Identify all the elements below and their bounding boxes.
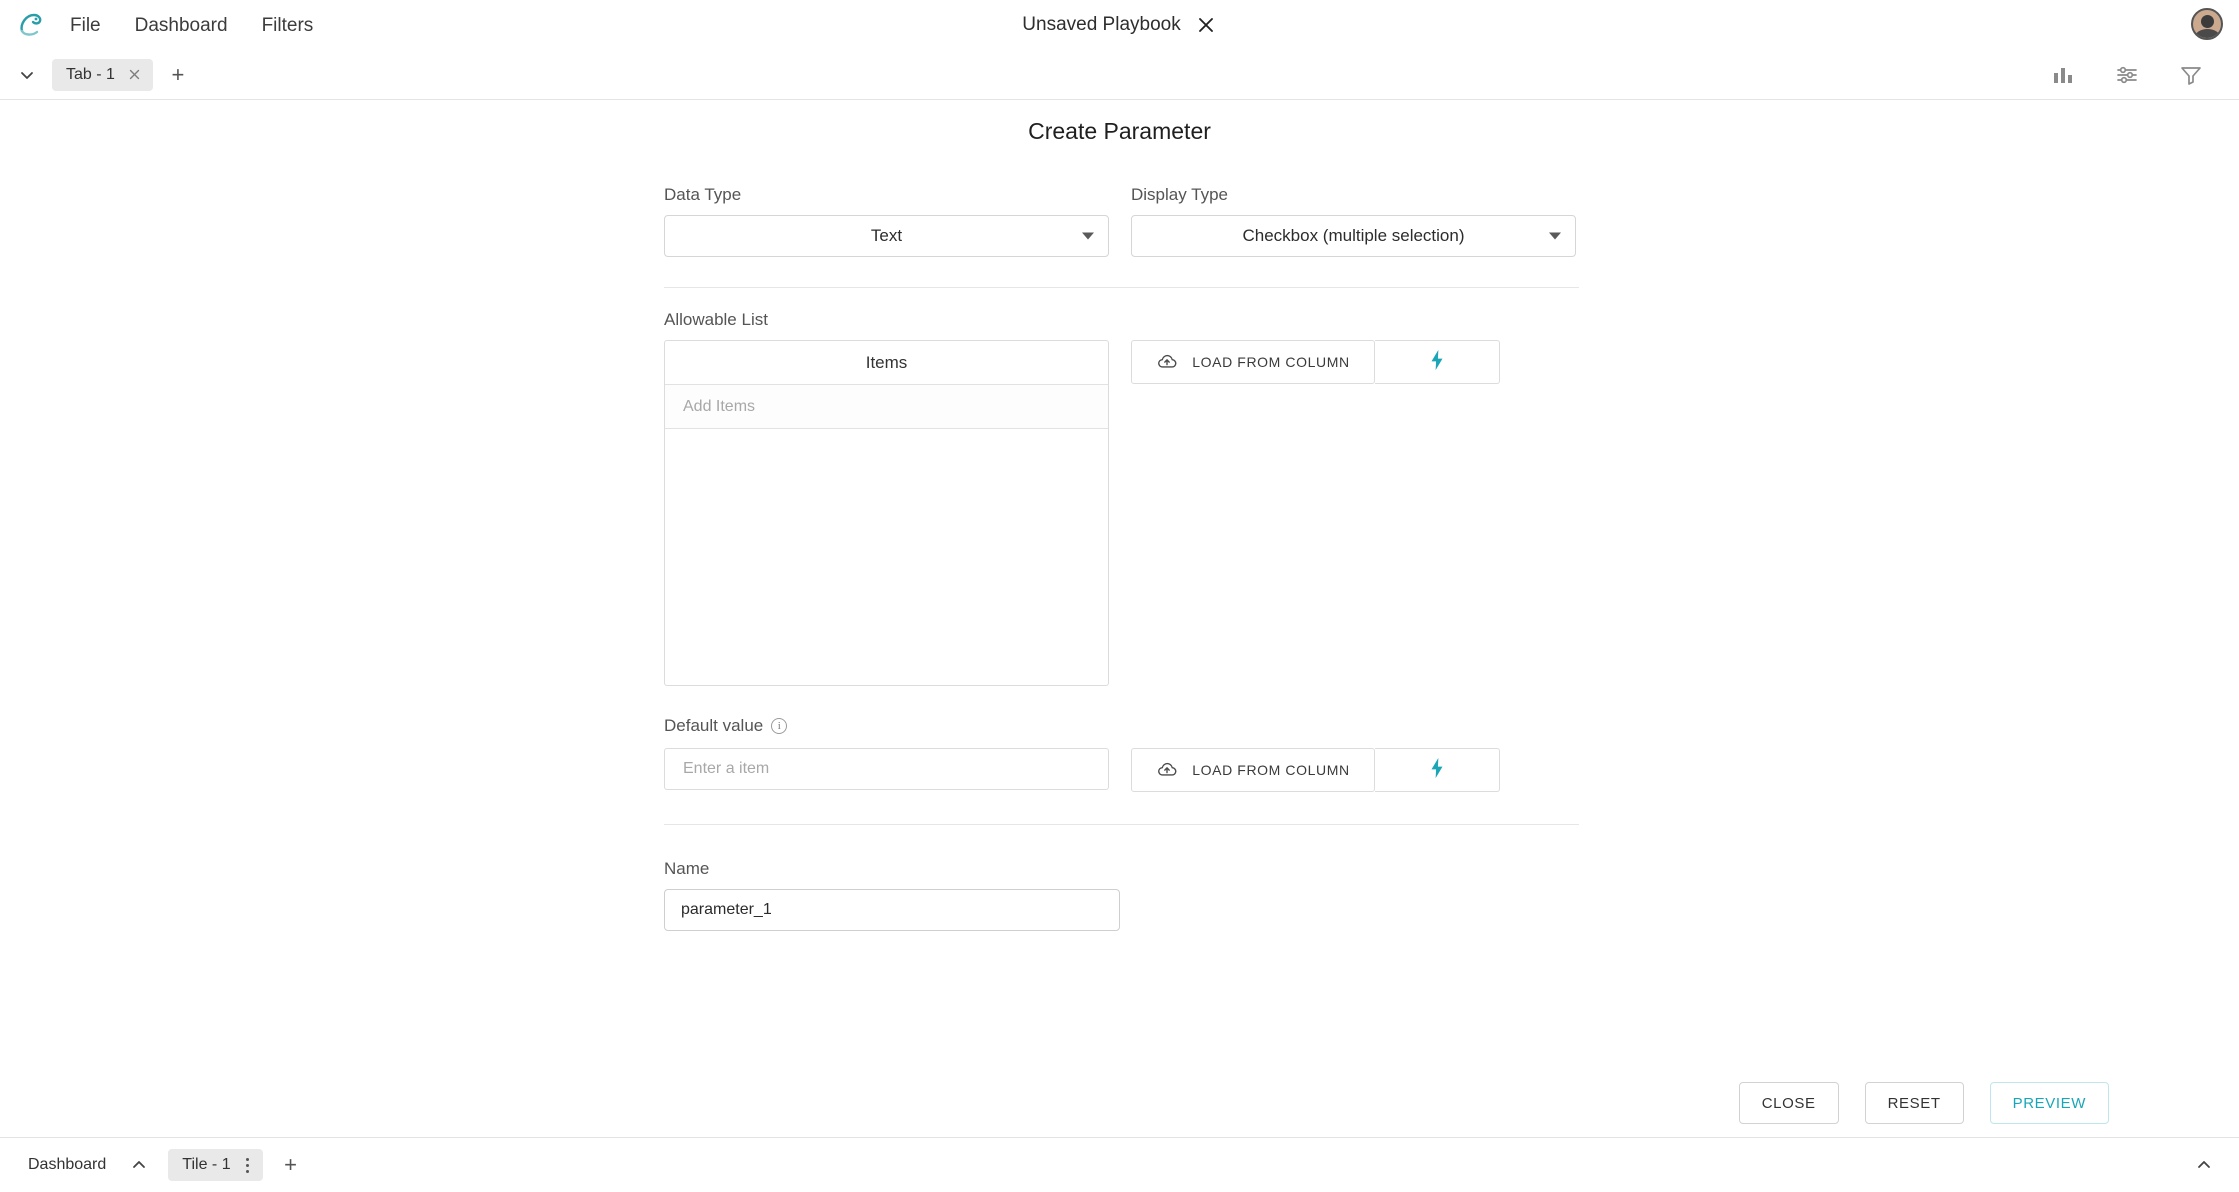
page-title: Create Parameter (1028, 118, 1211, 144)
data-type-group (664, 185, 1109, 257)
default-value-label-row (664, 716, 1579, 736)
menu-item-dashboard[interactable]: Dashboard (134, 14, 228, 36)
chevron-up-icon[interactable] (124, 1150, 154, 1180)
divider (664, 287, 1579, 288)
top-menu-bar (0, 0, 2239, 50)
allowable-list-group (664, 310, 1579, 686)
name-group (664, 859, 1579, 931)
allowable-list-label: Allowable List (664, 310, 768, 329)
avatar[interactable] (2191, 8, 2223, 40)
create-parameter-form (664, 185, 1579, 931)
close-icon[interactable] (1195, 14, 1217, 36)
allowable-list-actions (1131, 340, 1500, 686)
add-tile-button[interactable]: + (284, 1152, 298, 1177)
add-items-input[interactable] (665, 385, 1108, 429)
avatar-head (2201, 15, 2214, 28)
settings-sliders-icon[interactable] (2113, 61, 2141, 89)
avatar-body (2195, 29, 2220, 40)
add-tab-button[interactable]: + (171, 61, 185, 87)
footer-buttons (1739, 1082, 2109, 1124)
chart-icon[interactable] (2049, 61, 2077, 89)
playbook-title-group (0, 0, 2239, 50)
close-icon[interactable] (127, 67, 143, 83)
bottom-dashboard-tab[interactable]: Dashboard (28, 1156, 107, 1173)
data-type-select[interactable] (664, 215, 1109, 257)
tab-bar (0, 50, 2239, 100)
load-from-column-button-allowable[interactable] (1131, 340, 1375, 384)
preview-button[interactable]: PREVIEW (1990, 1082, 2109, 1124)
chevron-down-icon (1549, 233, 1561, 240)
default-value-label: Default value (664, 716, 764, 735)
tile-tab-1[interactable] (168, 1149, 262, 1181)
info-icon[interactable]: i (771, 718, 787, 734)
tab-bar-tools (2049, 61, 2205, 89)
display-type-select[interactable] (1131, 215, 1576, 257)
cloud-upload-icon (1156, 350, 1178, 375)
menu-item-filters[interactable]: Filters (261, 14, 314, 36)
items-list[interactable] (665, 429, 1108, 685)
seal-logo-icon[interactable] (14, 8, 48, 42)
display-type-group (1131, 185, 1576, 257)
tab-item-1[interactable] (52, 59, 153, 91)
data-type-label: Data Type (664, 185, 742, 204)
tab-bar-left (12, 59, 193, 91)
type-row (664, 185, 1579, 257)
bottom-bar (0, 1137, 2239, 1192)
load-from-column-button-default[interactable] (1131, 748, 1375, 792)
expand-panel-chevron-up-icon[interactable] (2189, 1150, 2219, 1180)
chevron-down-icon (1082, 233, 1094, 240)
reset-button[interactable]: RESET (1865, 1082, 1964, 1124)
default-value-group (664, 716, 1579, 792)
load-from-column-label: LOAD FROM COLUMN (1192, 762, 1350, 778)
allowable-list-row (664, 340, 1579, 686)
playbook-title: Unsaved Playbook (1022, 14, 1181, 35)
display-type-value: Checkbox (multiple selection) (1242, 226, 1465, 245)
cloud-upload-icon (1156, 758, 1178, 783)
display-type-label: Display Type (1131, 185, 1229, 204)
lightning-bolt-button-allowable[interactable] (1375, 340, 1500, 384)
menu-item-file[interactable]: File (70, 14, 101, 36)
lightning-bolt-button-default[interactable] (1375, 748, 1500, 792)
data-type-value: Text (870, 226, 903, 245)
kebab-menu-icon[interactable] (239, 1154, 257, 1176)
menu-bar (70, 16, 313, 35)
name-input[interactable] (664, 889, 1120, 931)
name-label: Name (664, 859, 710, 878)
filter-icon[interactable] (2177, 61, 2205, 89)
divider (664, 824, 1579, 825)
items-header: Items (665, 341, 1108, 385)
default-value-actions (1131, 748, 1500, 792)
default-value-input[interactable] (664, 748, 1109, 790)
lightning-bolt-icon (1427, 757, 1447, 784)
close-button[interactable]: CLOSE (1739, 1082, 1839, 1124)
tab-label: Tab - 1 (66, 65, 115, 83)
lightning-bolt-icon (1427, 349, 1447, 376)
tile-label: Tile - 1 (182, 1156, 231, 1173)
load-from-column-label: LOAD FROM COLUMN (1192, 354, 1350, 370)
chevron-down-icon[interactable] (12, 60, 42, 90)
default-value-row (664, 748, 1579, 792)
items-box (664, 340, 1109, 686)
